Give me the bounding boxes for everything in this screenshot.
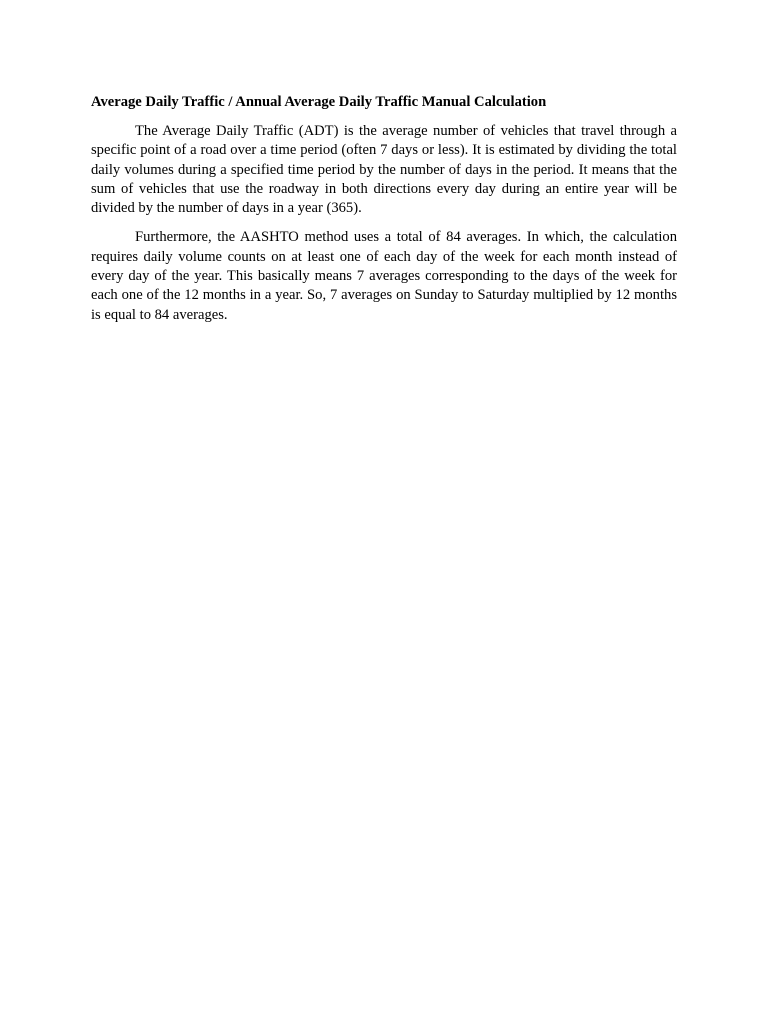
document-title: Average Daily Traffic / Annual Average Daily Traffic Manual Calculation [91,94,547,110]
paragraph-aashto-method: Furthermore, the AASHTO method uses a total of 84 averages. In which, the calculation requires daily volume counts on at least one of each day of the week for each month instead of every day of the year. This basically means 7 averages corresponding to the days of the week for each one of the 12 months in a year. So, 7 averages on Sunday to Saturday multiplied by 12 months is equal to 84 averages. [91,229,677,323]
document-body [91,93,677,335]
paragraph-adt-definition: The Average Daily Traffic (ADT) is the average number of vehicles that travel through a specific point of a road over a time period (often 7 days or less). It is estimated by dividing the total daily volumes during a specified time period by the number of days in the period. It means that the sum of vehicles that use the roadway in both directions every day during an entire year will be divided by the number of days in a year (365). [91,123,677,217]
